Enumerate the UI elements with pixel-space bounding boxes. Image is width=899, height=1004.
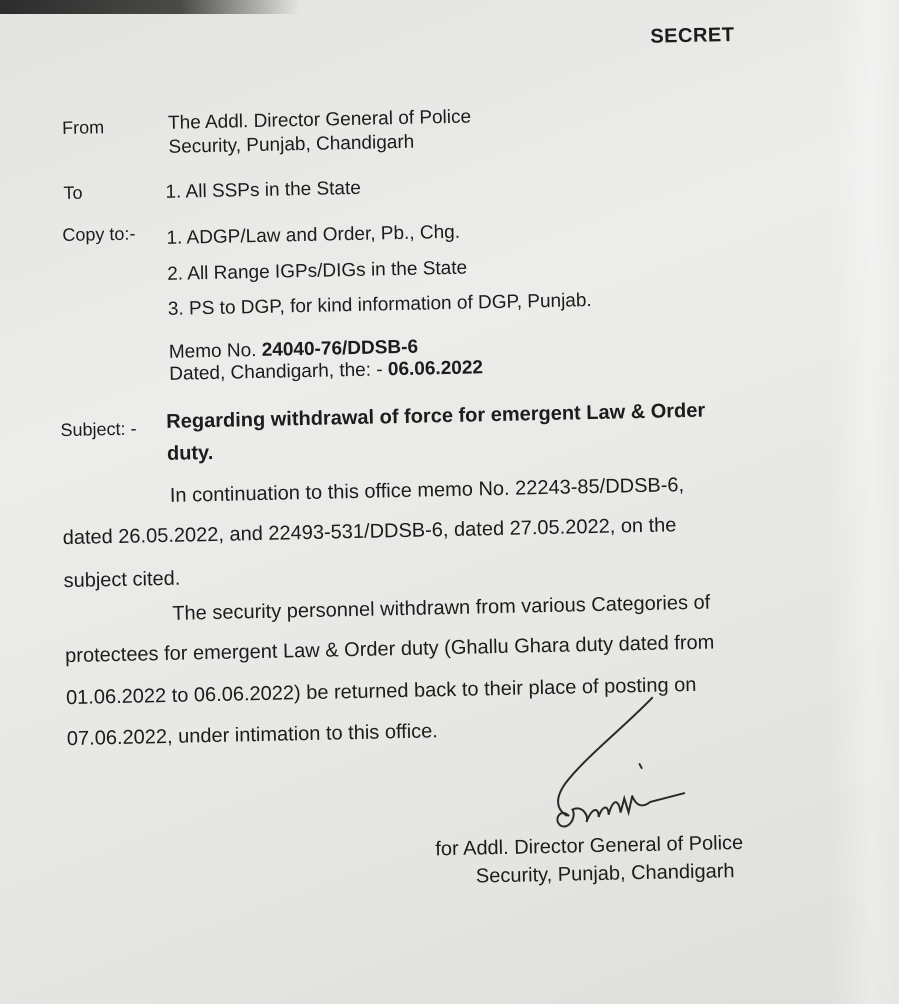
from-line-2: Security, Punjab, Chandigarh (168, 131, 415, 158)
paragraph-1-line: In continuation to this office memo No. 22243-85/DDSB-6, (169, 474, 685, 507)
paragraph-2-line: The security personnel withdrawn from various Categories of (172, 591, 711, 625)
signatory-line-2: Security, Punjab, Chandigarh (475, 860, 735, 888)
signatory-line-1: for Addl. Director General of Police (435, 831, 744, 861)
to-line-1: 1. All SSPs in the State (165, 177, 362, 203)
copy-to-item: 1. ADGP/Law and Order, Pb., Chg. (166, 221, 461, 249)
memo-prefix: Memo No. (168, 339, 262, 363)
subject-label: Subject: - (60, 418, 137, 441)
copy-to-item: 2. All Range IGPs/DIGs in the State (166, 257, 468, 285)
copy-to-label: Copy to:- (62, 223, 136, 246)
to-label: To (63, 182, 83, 204)
memo-number: 24040-76/DDSB-6 (261, 336, 419, 361)
memo-date: 06.06.2022 (387, 357, 484, 381)
paragraph-2-line: protectees for emergent Law & Order duty (Ghallu Ghara duty dated from (64, 631, 715, 668)
subject-line-2: duty. (166, 441, 214, 465)
memo-dated-prefix: Dated, Chandigarh, the: - (169, 359, 389, 385)
paragraph-1-line: subject cited. (63, 567, 181, 593)
paragraph-2-line: 01.06.2022 to 06.06.2022) be returned back to their place of posting on (65, 673, 697, 710)
from-label: From (61, 117, 105, 139)
paragraph-1-line: dated 26.05.2022, and 22493-531/DDSB-6, dated 27.05.2022, on the (62, 514, 677, 550)
paragraph-2-line: 07.06.2022, under intimation to this office. (66, 720, 439, 751)
subject-line-1: Regarding withdrawal of force for emergent Law & Order (166, 399, 706, 433)
copy-to-item: 3. PS to DGP, for kind information of DGP, Punjab. (167, 289, 592, 320)
from-line-1: The Addl. Director General of Police (167, 106, 472, 134)
handwritten-signature (544, 695, 717, 839)
classification-label: SECRET (650, 23, 735, 48)
